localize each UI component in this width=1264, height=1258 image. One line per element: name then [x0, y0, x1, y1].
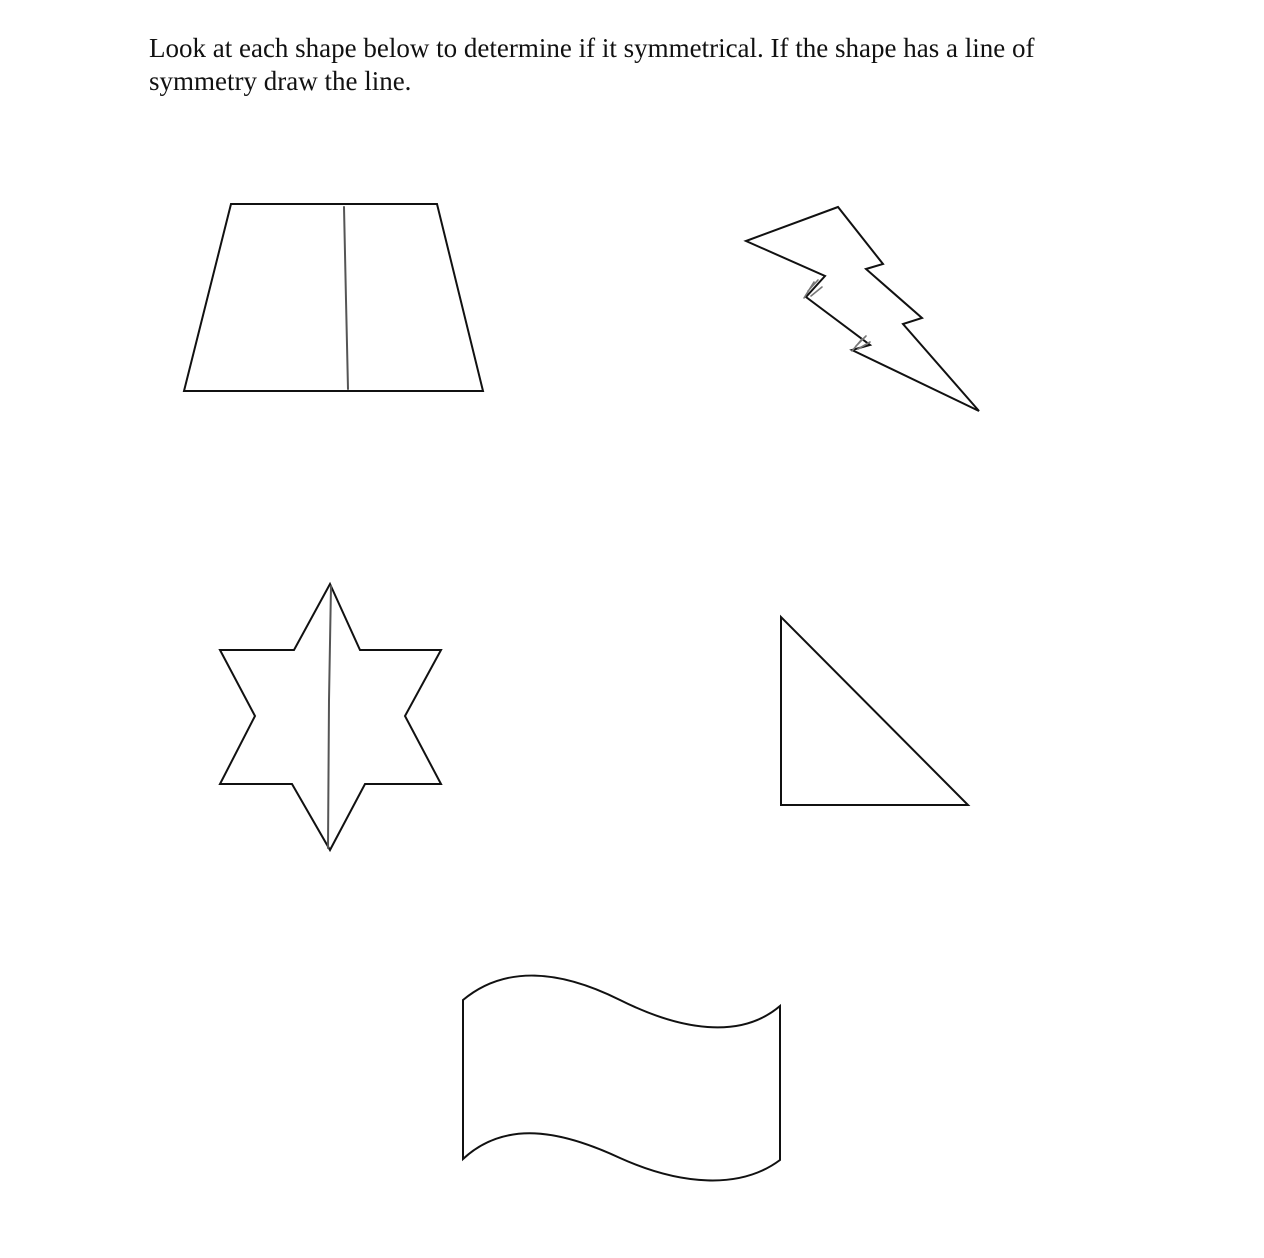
wavy-flag-shape — [463, 976, 780, 1181]
right-triangle-outline — [781, 617, 968, 805]
trapezoid-outline — [184, 204, 483, 391]
instructions-text: Look at each shape below to determine if it symmetrical. If the shape has a line of symmetry draw the line. — [149, 33, 1035, 96]
six-pointed-star-shape — [220, 584, 441, 850]
lightning-bolt-shape — [746, 207, 979, 411]
wavy-flag-outline — [463, 976, 780, 1181]
right-triangle-shape — [781, 617, 968, 805]
trapezoid-shape — [184, 204, 483, 391]
lightning-bolt-outline — [746, 207, 979, 411]
